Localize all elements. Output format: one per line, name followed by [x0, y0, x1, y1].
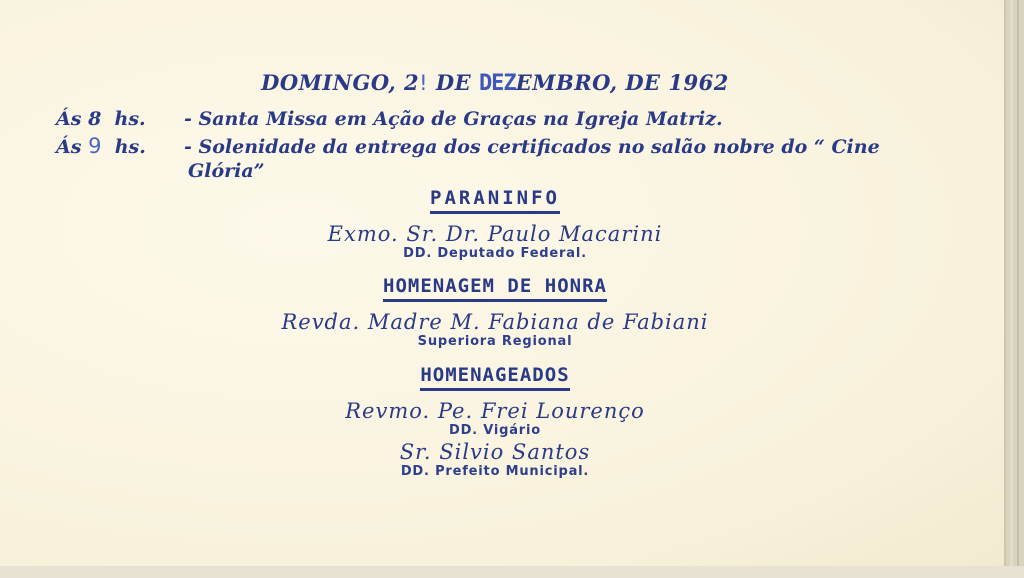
- event-date: [0, 70, 990, 96]
- homenageados-section: [0, 364, 990, 479]
- handwritten-hour: 9: [88, 134, 102, 158]
- stamped-month-prefix: DEZ: [478, 71, 516, 96]
- date-month-year: EMBRO, DE 1962: [515, 70, 729, 95]
- person-title: DD. Vigário: [448, 423, 541, 438]
- page-edge: [1004, 0, 1006, 570]
- section-heading: HOMENAGEM DE HONRA: [383, 275, 607, 302]
- person-name: Revmo. Pe. Frei Lourenço: [345, 399, 645, 423]
- section-heading: HOMENAGEADOS: [420, 364, 569, 391]
- homenagem-section: [0, 275, 990, 349]
- person-title: DD. Deputado Federal.: [403, 246, 587, 261]
- schedule-item-ceremony: [56, 134, 880, 158]
- paraninfo-section: [0, 187, 990, 261]
- schedule-text: - Solenidade da entrega dos certificados no salão nobre do “ Cine: [184, 136, 880, 158]
- date-weekday: DOMINGO, 2: [261, 70, 420, 95]
- scan-margin: [0, 566, 1024, 578]
- date-de: DE: [435, 70, 472, 95]
- person-name: Exmo. Sr. Dr. Paulo Macarini: [327, 222, 663, 246]
- handwritten-day-digit: !: [419, 71, 429, 95]
- person-title: DD. Prefeito Municipal.: [400, 464, 590, 479]
- schedule-time: Ás 9 hs.: [56, 134, 146, 158]
- section-heading: PARANINFO: [430, 187, 560, 214]
- person-title: Superiora Regional: [417, 334, 573, 349]
- schedule-item-mass: [56, 108, 723, 130]
- person-name: Sr. Silvio Santos: [399, 440, 591, 464]
- page-edge: [1010, 0, 1013, 570]
- person-name: Revda. Madre M. Fabiana de Fabiani: [281, 310, 709, 334]
- page-edge: [1017, 0, 1019, 570]
- schedule-text: - Santa Missa em Ação de Graças na Igreja Matriz.: [184, 108, 723, 130]
- schedule-time: Ás 8 hs.: [56, 108, 146, 130]
- schedule-text-continued: Glória”: [188, 160, 265, 182]
